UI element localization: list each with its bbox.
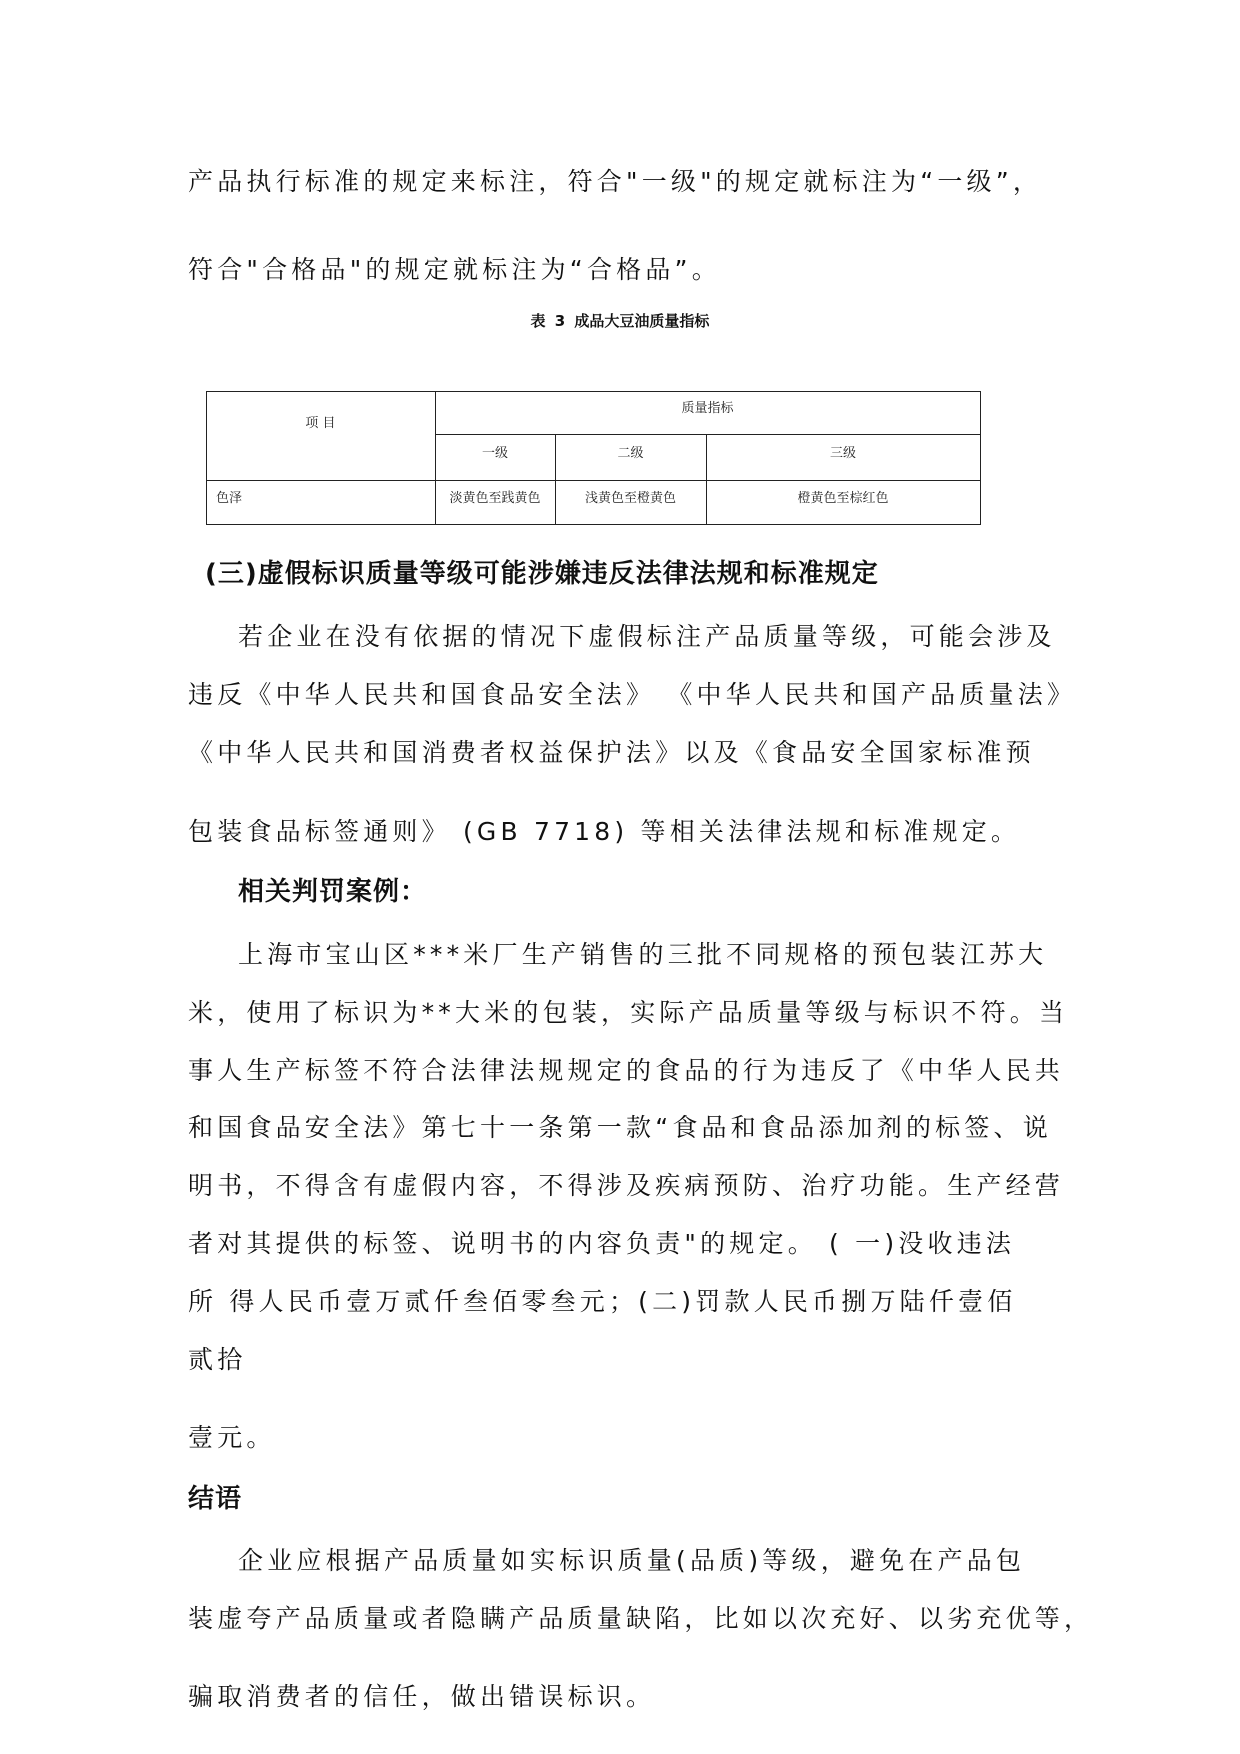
cases-heading: 相关判罚案例：: [238, 877, 428, 907]
cases-line-9: 壹元。: [188, 1423, 276, 1452]
cases-line-5: 明书，不得含有虚假内容，不得涉及疾病预防、治疗功能。生产经营: [188, 1171, 1065, 1200]
table-cell-grade-3: 橙黄色至棕红色: [797, 491, 889, 506]
cases-line-4: 和国食品安全法》第七十一条第一款“食品和食品添加剂的标签、说: [188, 1113, 1052, 1142]
conclusion-line-1: 企业应根据产品质量如实标识质量(品质)等级，避免在产品包: [238, 1546, 1026, 1575]
table-grade-2: 二级: [617, 446, 644, 461]
cases-line-3: 事人生产标签不符合法律法规规定的食品的行为违反了《中华人民共: [188, 1056, 1065, 1085]
section3-line-3: 《中华人民共和国消费者权益保护法》以及《食品安全国家标准预: [188, 738, 1035, 767]
cases-line-2: 米，使用了标识为**大米的包装，实际产品质量等级与标识不符。当: [188, 998, 1069, 1027]
cases-line-7: 所 得人民币壹万贰仟叁佰零叁元；(二)罚款人民币捌万陆仟壹佰: [188, 1287, 1017, 1316]
table-header-quality: 质量指标: [681, 401, 734, 416]
table-header-item: 项 目: [305, 416, 336, 431]
table-cell-grade-2: 浅黄色至橙黄色: [584, 491, 676, 506]
table-caption: 表 3 成品大豆油质量指标: [530, 312, 710, 330]
section3-line-4: 包装食品标签通则》 (GB 7718) 等相关法律法规和标准规定。: [188, 817, 1021, 846]
cases-line-1: 上海市宝山区***米厂生产销售的三批不同规格的预包装江苏大: [238, 940, 1048, 969]
conclusion-line-2: 装虚夸产品质量或者隐瞒产品质量缺陷，比如以次充好、以劣充优等，: [188, 1604, 1094, 1633]
conclusion-line-3: 骗取消费者的信任，做出错误标识。: [188, 1682, 656, 1711]
intro-line-1: 产品执行标准的规定来标注，符合"一级"的规定就标注为“一级”，: [188, 167, 1043, 196]
cases-line-8: 贰拾: [188, 1345, 247, 1374]
conclusion-heading: 结语: [188, 1484, 243, 1514]
table-row-label: 色泽: [216, 491, 243, 506]
intro-line-2: 符合"合格品"的规定就标注为“合格品”。: [188, 255, 721, 284]
table-cell-grade-1: 淡黄色至践黄色: [449, 491, 541, 506]
table-grade-1: 一级: [481, 446, 508, 461]
section3-line-1: 若企业在没有依据的情况下虚假标注产品质量等级，可能会涉及: [238, 622, 1056, 651]
table-grade-3: 三级: [829, 446, 856, 461]
cases-line-6: 者对其提供的标签、说明书的内容负责"的规定。 ( 一)没收违法: [188, 1229, 1016, 1258]
section3-line-2: 违反《中华人民共和国食品安全法》 《中华人民共和国产品质量法》: [188, 680, 1077, 709]
section3-heading: (三)虚假标识质量等级可能涉嫌违反法律法规和标准规定: [205, 559, 879, 589]
